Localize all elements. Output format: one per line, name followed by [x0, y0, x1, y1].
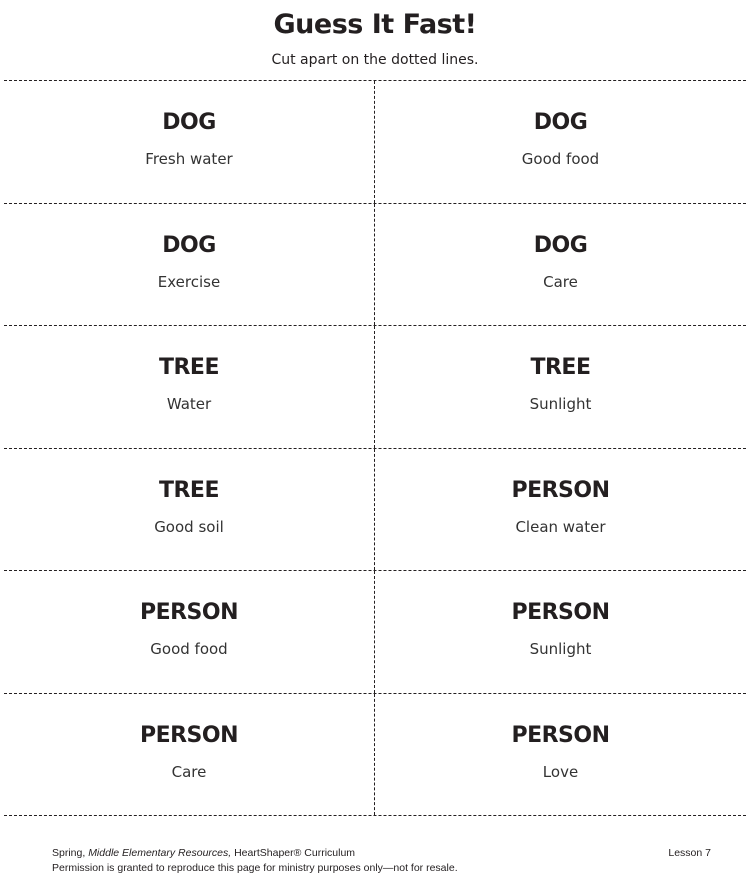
- card-title: TREE: [158, 477, 219, 503]
- card-text: Exercise: [157, 272, 221, 291]
- card: [375, 204, 746, 326]
- card: [375, 694, 746, 816]
- card: [375, 449, 746, 571]
- card: [375, 326, 746, 448]
- card-text: Fresh water: [145, 150, 233, 168]
- card-title: DOG: [162, 110, 216, 135]
- card-row: [4, 81, 746, 204]
- card: [4, 571, 375, 693]
- card: [375, 571, 746, 693]
- footer-source: [52, 846, 458, 861]
- card-text: Sunlight: [529, 640, 592, 658]
- card-text: Care: [171, 762, 207, 781]
- card-title: DOG: [533, 110, 588, 135]
- instructions-text: Cut apart on the dotted lines.: [271, 52, 479, 68]
- footer-credits: [52, 846, 458, 876]
- card-title: PERSON: [511, 477, 610, 503]
- card-text: Good soil: [154, 517, 224, 536]
- card-row: [4, 204, 746, 327]
- card-text: Care: [543, 272, 578, 291]
- card: [4, 449, 375, 571]
- footer-source-suffix: HeartShaper® Curriculum: [231, 847, 356, 859]
- card: [375, 81, 746, 203]
- footer-source-title: Middle Elementary Resources,: [88, 847, 232, 859]
- card-text: Good food: [150, 640, 228, 658]
- card-row: [4, 571, 746, 694]
- card-title: DOG: [162, 232, 216, 258]
- card-row: [4, 449, 746, 572]
- card: [4, 694, 375, 816]
- card-text: Love: [542, 762, 579, 781]
- card-title: PERSON: [139, 722, 239, 748]
- footer-lesson: Lesson 7: [668, 847, 711, 859]
- card: [4, 204, 375, 326]
- card-grid: [4, 80, 746, 820]
- card-text: Sunlight: [529, 395, 592, 413]
- card: [4, 81, 375, 203]
- card-row: [4, 694, 746, 817]
- card-title: PERSON: [511, 600, 610, 625]
- card-title: PERSON: [139, 600, 239, 625]
- footer-source-prefix: Spring,: [52, 847, 89, 859]
- card-text: Clean water: [515, 517, 606, 536]
- card-title: TREE: [158, 355, 219, 380]
- card-text: Water: [166, 395, 212, 413]
- card-row: [4, 326, 746, 449]
- footer-permission: Permission is granted to reproduce this page for ministry purposes only—not for resale.: [52, 862, 458, 874]
- card-title: DOG: [533, 232, 588, 258]
- page-title: Guess It Fast!: [273, 9, 477, 40]
- card: [4, 326, 375, 448]
- card-title: TREE: [530, 355, 591, 380]
- card-text: Good food: [521, 150, 600, 168]
- card-title: PERSON: [511, 722, 610, 748]
